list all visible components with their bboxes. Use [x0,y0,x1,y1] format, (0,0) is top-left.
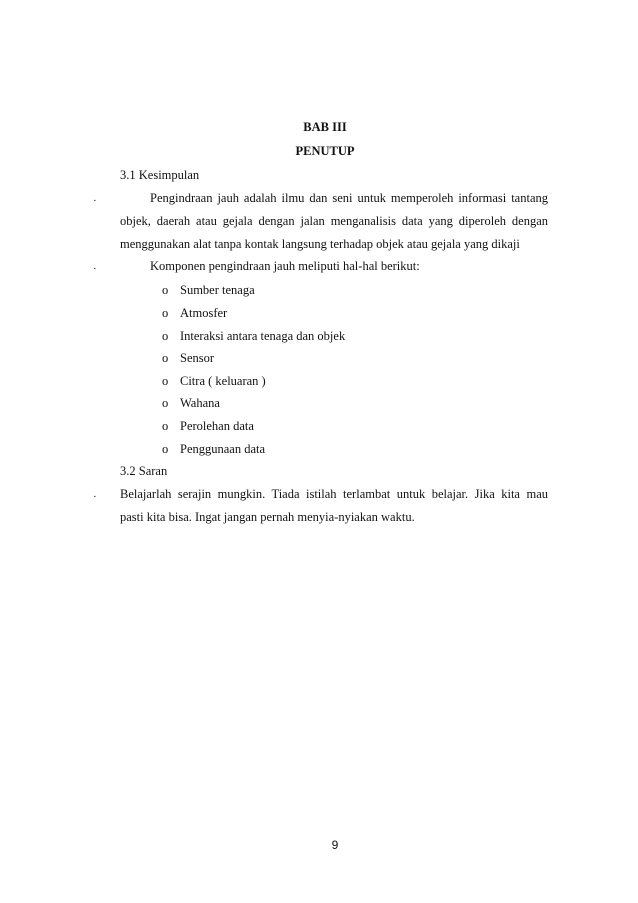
paragraph-line-1: Pengindraan jauh adalah ilmu dan seni untuk memperoleh informasi tantang [150,191,548,205]
list-item: Atmosfer [180,306,228,320]
list-item: Penggunaan data [180,442,266,456]
bullet-2: · [93,263,97,275]
list-marker: o [162,351,169,365]
list-intro: Komponen pengindraan jauh meliputi hal-hal berikut: [150,259,420,273]
list-item: Wahana [180,396,220,410]
chapter-title: PENUTUP [295,144,355,158]
list-marker: o [162,329,169,343]
list-marker: o [162,396,169,410]
chapter-label: BAB III [303,120,347,134]
bullet-3: · [93,491,97,503]
paragraph-line-3: menggunakan alat tanpa kontak langsung terhadap objek atau gejala yang dikaji [120,237,520,251]
list-item: Perolehan data [180,419,254,433]
paragraph-line-2: objek, daerah atau gejala dengan jalan menganalisis data yang diperoleh dengan [120,214,548,228]
list-item: Interaksi antara tenaga dan objek [180,329,346,343]
list-marker: o [162,374,169,388]
list-marker: o [162,419,169,433]
bullet-1: · [93,195,97,207]
list-marker: o [162,442,169,456]
saran-line-1: Belajarlah serajin mungkin. Tiada istilah terlambat untuk belajar. Jika kita mau [120,487,548,501]
saran-line-2: pasti kita bisa. Ingat jangan pernah menyia-nyiakan waktu. [120,510,415,524]
list-item: Citra ( keluaran ) [180,374,266,388]
section-heading-saran: 3.2 Saran [120,464,168,478]
page-number: 9 [331,838,339,852]
section-heading-kesimpulan: 3.1 Kesimpulan [120,168,200,182]
list-marker: o [162,283,169,297]
list-marker: o [162,306,169,320]
list-item: Sensor [180,351,215,365]
list-item: Sumber tenaga [180,283,255,297]
